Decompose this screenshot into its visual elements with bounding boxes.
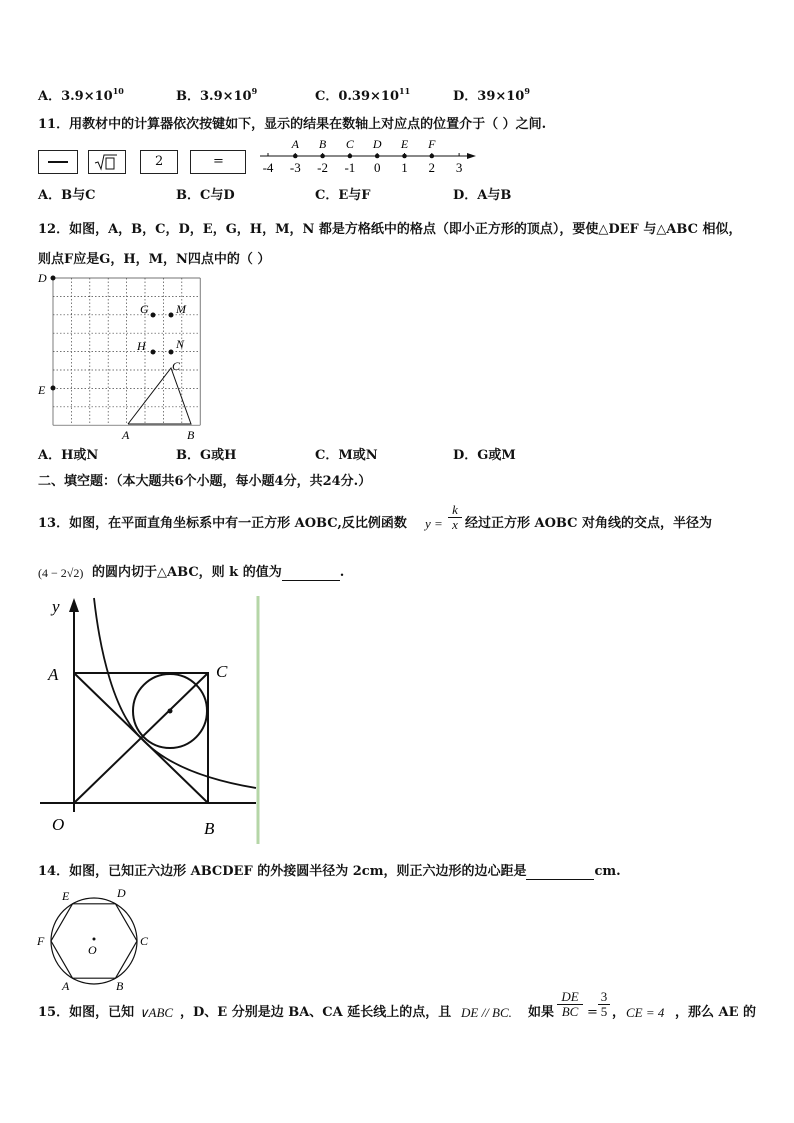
q14-hexagon-figure (34, 882, 158, 994)
q11-option-a: A．B与C (38, 188, 96, 203)
label-g: G (140, 302, 149, 316)
q10-option-c: C．$0.39\times 10^{11}$ (315, 86, 411, 104)
number-line-point-e (402, 154, 407, 159)
y-axis-arrow-icon (69, 598, 79, 612)
label-m: M (176, 302, 186, 316)
q15-stem-part4: ，那么 AE 的 (675, 1005, 757, 1020)
point-e (51, 386, 56, 391)
q12-stem-line1: 12．如图，A，B，C，D，E，G，H，M，N 都是方格纸中的格点（即小正方形的顶点），要使△DEF 与△ABC 相似， (38, 222, 742, 237)
q15-ce: CE = 4 (626, 1005, 665, 1020)
label-b: B (116, 979, 124, 993)
q15-value-fraction: $\frac{3}{5}$ (598, 990, 610, 1019)
point-m (169, 313, 174, 318)
number-line-point-d (375, 154, 380, 159)
q11-option-b: B．C与D (176, 188, 235, 203)
q13-stem-part1: 13．如图，在平面直角坐标系中有一正方形 AOBC,反比例函数 (38, 516, 407, 531)
q14-answer-blank[interactable] (526, 865, 594, 880)
q10-option-a: A．$3.9\times 10^{10}$ (38, 86, 124, 104)
number-line-tick-label: 2 (428, 160, 436, 175)
point-g (151, 313, 156, 318)
circle-center-point (168, 709, 173, 714)
number-line-tick-label: -4 (262, 160, 274, 175)
q13-stem-part2: 经过正方形 AOBC 对角线的交点，半径为 (465, 516, 713, 531)
q13-radius: (4 − 2√2) (38, 566, 84, 580)
point-n (169, 350, 174, 355)
calc-key-2: 2 (140, 150, 178, 174)
q15-ratio-fraction: $\frac{DE}{BC}$ (557, 990, 583, 1019)
number-line-tick-label: 0 (373, 160, 381, 175)
q12-option-c: C．M或N (315, 448, 378, 463)
q12-grid-figure (36, 268, 206, 446)
label-d: D (38, 271, 47, 285)
center-point-o (93, 938, 96, 941)
q15-stem-part1: 15．如图，已知 (38, 1005, 135, 1020)
number-line (256, 136, 481, 178)
label-a: A (48, 665, 59, 684)
q11-option-d: D．A与B (453, 188, 512, 203)
calc-key-negative (38, 150, 78, 174)
sqrt-icon (89, 151, 125, 173)
number-line-tick-label: 3 (455, 160, 463, 175)
q12-stem-line2: 则点F应是G，H，M，N四点中的（ ） (38, 252, 271, 267)
label-h: H (137, 339, 146, 353)
q15-stem-part2: ，D、E 分别是边 BA、CA 延长线上的点，且 (180, 1005, 452, 1020)
label-n: N (176, 337, 185, 351)
label-a: A (62, 979, 70, 993)
q10-option-d: D．$39\times 10^9$ (453, 86, 530, 104)
minus-icon (48, 161, 68, 163)
q13-func-fraction: $\frac{k}{x}$ (448, 503, 462, 532)
point-h (151, 350, 156, 355)
label-o: O (88, 943, 97, 957)
circumcircle (51, 898, 137, 984)
number-line-tick-label: -2 (317, 160, 329, 175)
q15-equals: = (587, 1005, 598, 1020)
label-f: F (37, 934, 45, 948)
q14-stem: 14．如图，已知正六边形 ABCDEF 的外接圆半径为 2cm，则正六边形的边心距是 cm. (38, 864, 621, 879)
label-c: C (216, 662, 228, 681)
label-e: E (38, 383, 46, 397)
number-line-point-f (430, 154, 435, 159)
number-line-point-label: D (372, 137, 382, 151)
q12-option-d: D．G或M (453, 448, 516, 463)
q12-option-a: A．H或N (38, 448, 99, 463)
point-d (51, 276, 56, 281)
number-line-point-a (293, 154, 298, 159)
number-line-point-label: F (428, 137, 436, 151)
q13-stem-part3: 的圆内切于△ABC，则 k 的值为 . (92, 565, 345, 580)
label-d: D (117, 886, 126, 900)
q11-option-c: C．E与F (315, 188, 371, 203)
number-line-tick-label: 1 (401, 160, 408, 175)
section-heading: 二、填空题：（本大题共6个小题，每小题4分，共24分.） (38, 474, 372, 489)
number-line-tick-label: -3 (289, 160, 301, 175)
q15-parallel: DE // BC. (461, 1005, 512, 1020)
q12-option-b: B．G或H (176, 448, 237, 463)
hexagon-abcdef (51, 904, 137, 978)
number-line-point-b (320, 154, 325, 159)
q13-func-y: y = (425, 516, 443, 531)
q13-answer-blank[interactable] (282, 566, 340, 581)
q15-comma: ， (612, 1005, 626, 1020)
q15-stem-part3: 如果 (528, 1005, 555, 1020)
q10-option-b: B．$3.9\times 10^9$ (176, 86, 258, 104)
number-line-point-label: C (345, 137, 354, 151)
number-line-point-label: B (318, 137, 327, 151)
q13-figure (36, 592, 264, 846)
label-e: E (62, 889, 70, 903)
label-a: A (122, 428, 130, 442)
label-b: B (187, 428, 195, 442)
number-line-tick-label: -1 (344, 160, 356, 175)
number-line-point-label: A (291, 137, 299, 151)
label-b: B (204, 819, 215, 838)
q15-triangle: ∨ABC (139, 1005, 174, 1020)
label-c: C (140, 934, 149, 948)
number-line-point-c (348, 154, 353, 159)
calc-key-sqrt (88, 150, 126, 174)
label-o: O (52, 815, 65, 834)
calc-key-equals: = (190, 150, 246, 174)
label-y: y (52, 597, 60, 616)
q11-stem: 11．用教材中的计算器依次按键如下，显示的结果在数轴上对应点的位置介于（ ）之间. (38, 117, 547, 132)
number-line-point-label: E (400, 137, 409, 151)
label-c: C (172, 359, 181, 373)
